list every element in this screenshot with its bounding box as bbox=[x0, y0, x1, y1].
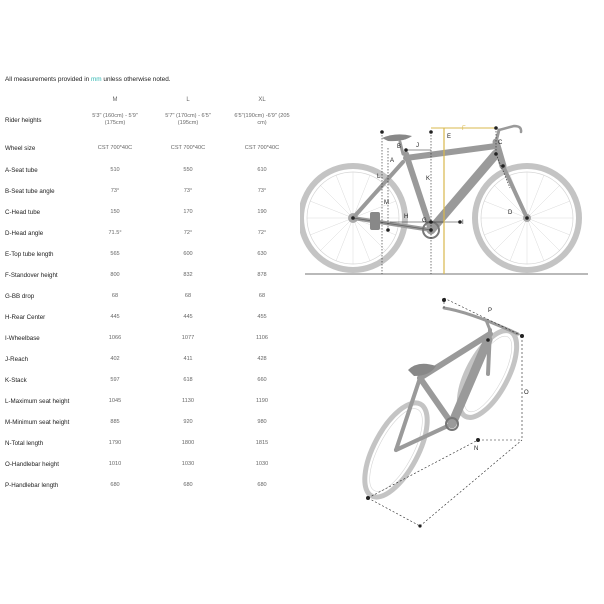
spec-row bbox=[0, 230, 300, 242]
spec-row bbox=[0, 356, 300, 368]
spec-label: J-Reach bbox=[5, 356, 29, 363]
spec-value-l: 68 bbox=[184, 293, 192, 299]
spec-value-m: 885 bbox=[110, 419, 120, 425]
spec-label: Wheel size bbox=[5, 145, 36, 152]
dim-letter-j: J bbox=[416, 143, 419, 149]
measurement-note: All measurements provided in mm unless otherwise noted. bbox=[5, 76, 171, 83]
spec-row bbox=[0, 188, 300, 200]
spec-label: D-Head angle bbox=[5, 230, 44, 237]
spec-row bbox=[0, 167, 300, 179]
spec-row bbox=[0, 251, 300, 263]
spec-value-l: 1130 bbox=[181, 398, 195, 404]
spec-value-xl: 610 bbox=[257, 167, 267, 173]
dim-letter-c: C bbox=[498, 140, 503, 146]
spec-value-l: 73° bbox=[183, 188, 193, 194]
spec-label: E-Top tube length bbox=[5, 251, 54, 258]
spec-value-m: 73° bbox=[110, 188, 120, 194]
spec-row bbox=[0, 335, 300, 347]
spec-value-xl: 72° bbox=[257, 230, 267, 236]
dim-letter-k: K bbox=[426, 176, 431, 182]
spec-value-l: 680 bbox=[183, 482, 193, 488]
bike-side-diagram bbox=[300, 118, 590, 288]
spec-value-l: 170 bbox=[183, 209, 193, 215]
spec-value-m: 5'3" (160cm) - 5'9" (175cm) bbox=[92, 113, 138, 126]
bike-perspective-diagram bbox=[340, 290, 550, 535]
spec-value-xl: 630 bbox=[257, 251, 267, 257]
spec-value-xl: 878 bbox=[257, 272, 267, 278]
spec-label: G-BB drop bbox=[5, 293, 35, 300]
spec-label: L-Maximum seat height bbox=[5, 398, 70, 405]
spec-value-l: 618 bbox=[183, 377, 193, 383]
spec-value-xl: 6'5"(190cm) -6'9" (205 cm) bbox=[234, 113, 290, 126]
spec-label: A-Seat tube bbox=[5, 167, 38, 174]
dim-letter-h: H bbox=[404, 214, 409, 220]
spec-row bbox=[0, 377, 300, 389]
spec-value-xl: 455 bbox=[257, 314, 267, 320]
spec-value-m: 1010 bbox=[108, 461, 122, 467]
spec-value-l: 600 bbox=[183, 251, 193, 257]
spec-label: F-Standover height bbox=[5, 272, 58, 279]
spec-label: I-Wheelbase bbox=[5, 335, 40, 342]
spec-row bbox=[0, 398, 300, 410]
dim-letter-g: G bbox=[422, 218, 427, 224]
spec-row bbox=[0, 314, 300, 326]
spec-value-xl: 73° bbox=[257, 188, 267, 194]
unit-highlight: mm bbox=[90, 76, 102, 83]
spec-label: N-Total length bbox=[5, 440, 44, 447]
spec-row bbox=[0, 293, 300, 305]
saddle bbox=[382, 134, 412, 141]
spec-value-m: 150 bbox=[110, 209, 120, 215]
spec-value-m: 680 bbox=[110, 482, 120, 488]
spec-value-m: 1790 bbox=[108, 440, 122, 446]
spec-value-xl: 1106 bbox=[255, 335, 269, 341]
spec-value-l: CST 700*40C bbox=[170, 145, 206, 151]
spec-row bbox=[0, 272, 300, 284]
spec-label: P-Handlebar length bbox=[5, 482, 59, 489]
dim-letter-o: O bbox=[524, 390, 529, 396]
rear-derailleur bbox=[370, 212, 380, 230]
dim-letter-a: A bbox=[390, 158, 395, 164]
size-header-xl: XL bbox=[258, 97, 266, 103]
spec-value-l: 1077 bbox=[181, 335, 195, 341]
size-header-m: M bbox=[112, 97, 118, 103]
spec-row bbox=[0, 440, 300, 452]
size-header-l: L bbox=[186, 97, 190, 103]
spec-row bbox=[0, 482, 300, 494]
spec-value-l: 550 bbox=[183, 167, 193, 173]
spec-row bbox=[0, 113, 300, 129]
persp-saddle bbox=[408, 364, 436, 376]
spec-value-m: 402 bbox=[110, 356, 120, 362]
spec-row bbox=[0, 419, 300, 431]
dim-letter-l: L bbox=[377, 174, 381, 180]
dim-letter-n: N bbox=[474, 446, 479, 452]
spec-value-m: 445 bbox=[110, 314, 120, 320]
spec-value-l: 72° bbox=[183, 230, 193, 236]
spec-label: M-Minimum seat height bbox=[5, 419, 70, 426]
spec-label: C-Head tube bbox=[5, 209, 41, 216]
spec-value-xl: 68 bbox=[258, 293, 266, 299]
spec-value-xl: 660 bbox=[257, 377, 267, 383]
spec-row bbox=[0, 209, 300, 221]
spec-value-xl: CST 700*40C bbox=[244, 145, 280, 151]
spec-value-xl: 1030 bbox=[255, 461, 269, 467]
spec-label: H-Rear Center bbox=[5, 314, 46, 321]
spec-value-l: 411 bbox=[183, 356, 193, 362]
spec-value-xl: 1815 bbox=[255, 440, 269, 446]
spec-value-m: 1045 bbox=[108, 398, 122, 404]
spec-value-m: 565 bbox=[110, 251, 120, 257]
spec-value-m: 71.5° bbox=[108, 230, 122, 236]
spec-value-l: 1030 bbox=[181, 461, 195, 467]
dim-letter-i: I bbox=[462, 220, 464, 226]
spec-row bbox=[0, 461, 300, 473]
spec-value-xl: 428 bbox=[257, 356, 267, 362]
spec-value-l: 832 bbox=[183, 272, 193, 278]
dim-letter-d: D bbox=[508, 210, 513, 216]
spec-value-m: 68 bbox=[111, 293, 119, 299]
spec-value-xl: 190 bbox=[257, 209, 267, 215]
spec-value-xl: 680 bbox=[257, 482, 267, 488]
spec-value-l: 1800 bbox=[181, 440, 195, 446]
spec-label: K-Stack bbox=[5, 377, 27, 384]
dim-letter-b: B bbox=[397, 144, 402, 150]
dim-letter-m: M bbox=[384, 200, 389, 206]
spec-value-xl: 1190 bbox=[255, 398, 269, 404]
dim-letter-p: P bbox=[488, 308, 493, 314]
spec-value-l: 5'7" (170cm) - 6'5" (195cm) bbox=[165, 113, 211, 126]
spec-value-m: 1066 bbox=[108, 335, 122, 341]
spec-value-xl: 980 bbox=[257, 419, 267, 425]
dim-letter-f: F bbox=[462, 126, 466, 132]
spec-value-l: 920 bbox=[183, 419, 193, 425]
spec-value-m: 510 bbox=[110, 167, 120, 173]
spec-value-m: 597 bbox=[110, 377, 120, 383]
spec-label: O-Handlebar height bbox=[5, 461, 60, 468]
spec-value-m: 800 bbox=[110, 272, 120, 278]
spec-row bbox=[0, 145, 300, 157]
spec-label: B-Seat tube angle bbox=[5, 188, 55, 195]
spec-label: Rider heights bbox=[5, 117, 42, 124]
spec-value-m: CST 700*40C bbox=[97, 145, 133, 151]
dim-letter-e: E bbox=[447, 134, 452, 140]
spec-value-l: 445 bbox=[183, 314, 193, 320]
